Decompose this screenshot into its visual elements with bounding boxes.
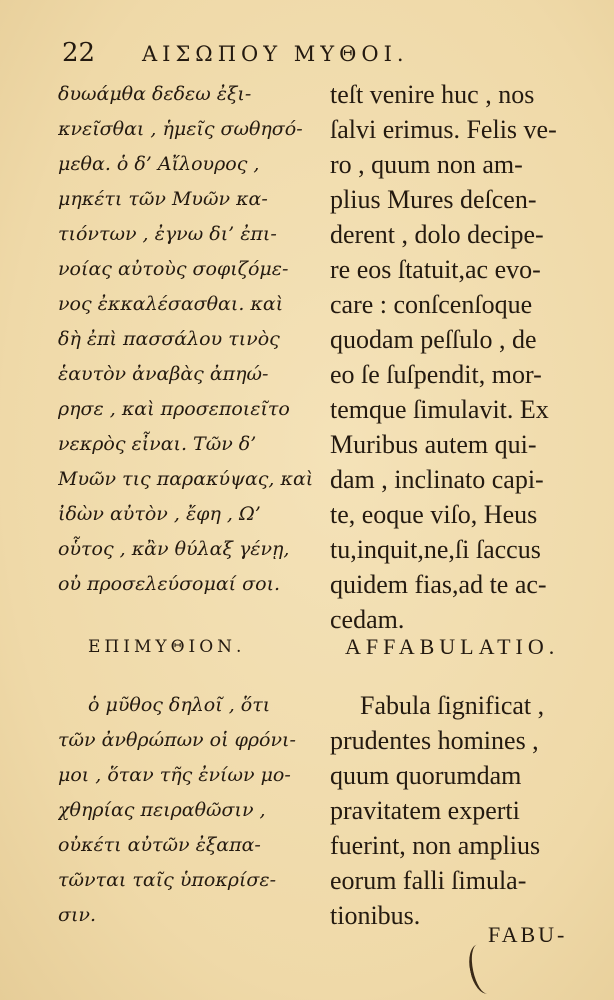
greek-line: οὗτος , κἂν θύλαξ γένῃ, xyxy=(58,538,290,560)
greek-moral-line: ὁ μῦθος δηλοῖ , ὅτι xyxy=(88,694,271,716)
flourish-ornament-icon xyxy=(465,942,500,996)
latin-fable-text xyxy=(330,77,578,637)
latin-line: ſalvi erimus. Felis ve- xyxy=(330,115,557,144)
greek-moral-line: σιν. xyxy=(58,904,97,926)
greek-moral-line: τῶνται ταῖς ὑποκρίσε- xyxy=(58,869,276,891)
page-header xyxy=(62,38,464,68)
latin-moral-line: prudentes homines , xyxy=(330,726,539,755)
catchword: FABU- xyxy=(488,922,568,947)
latin-moral-line: fuerint, non amplius xyxy=(330,831,541,860)
greek-line: ἑαυτὸν ἀναβὰς ἀπηώ- xyxy=(58,363,269,385)
page-number: 22 xyxy=(62,38,96,68)
running-title: ΑΙΣΩΠΟΥ ΜΥΘΟΙ. xyxy=(142,42,409,66)
latin-line: teſt venire huc , nos xyxy=(330,80,535,109)
greek-line: νος ἐκκαλέσασθαι. καὶ xyxy=(58,293,284,315)
greek-line: δυωάμθα δεδεω ἐξι- xyxy=(58,83,252,105)
greek-line: ρησε , καὶ προσεποιεῖτο xyxy=(58,398,290,420)
greek-line: ἰδὼν αὐτὸν , ἔφη , Ω’ xyxy=(58,503,261,525)
latin-line: eo ſe ſuſpendit, mor- xyxy=(330,360,542,389)
latin-line: te, eoque viſo, Heus xyxy=(330,500,538,529)
greek-moral-line: μοι , ὅταν τῆς ἐνίων μο- xyxy=(58,764,291,786)
latin-line: Muribus autem qui- xyxy=(330,430,537,459)
latin-line: ro , quum non am- xyxy=(330,150,523,179)
latin-moral-text xyxy=(330,688,578,933)
latin-line: re eos ſtatuit,ac evo- xyxy=(330,255,541,284)
latin-moral-line: eorum falli ſimula- xyxy=(330,866,527,895)
greek-line: μηκέτι τῶν Μυῶν κα- xyxy=(58,188,268,210)
greek-line: κνεῖσθαι , ἡμεῖς σωθησό- xyxy=(58,118,303,140)
latin-line: care : conſcenſoque xyxy=(330,290,533,319)
latin-line: derent , dolo decipe- xyxy=(330,220,544,249)
greek-moral-text xyxy=(58,688,316,933)
greek-line: νεκρὸς εἶναι. Τῶν δ’ xyxy=(58,433,257,455)
greek-line: νοίας αὐτοὺς σοφιζόμε- xyxy=(58,258,289,280)
latin-line: cedam. xyxy=(330,605,405,634)
greek-fable-text xyxy=(58,77,316,602)
greek-line: μεθα. ὁ δ’ Αἴλουρος , xyxy=(58,153,260,175)
greek-line: οὐ προσελεύσομαί σοι. xyxy=(58,573,281,595)
greek-line: Μυῶν τις παρακύψας, καὶ xyxy=(58,468,314,490)
latin-line: temque ſimulavit. Ex xyxy=(330,395,549,424)
latin-line: dam , inclinato capi- xyxy=(330,465,544,494)
greek-moral-line: οὐκέτι αὐτῶν ἐξαπα- xyxy=(58,834,261,856)
greek-line: τιόντων , ἐγνω δι’ ἐπι- xyxy=(58,223,277,245)
greek-moral-heading: ΕΠΙΜΥΘΙΟΝ. xyxy=(88,637,246,657)
latin-moral-line: pravitatem experti xyxy=(330,796,520,825)
latin-line: plius Mures deſcen- xyxy=(330,185,537,214)
latin-line: quidem fias,ad te ac- xyxy=(330,570,547,599)
greek-moral-line: τῶν ἀνθρώπων οἱ φρόνι- xyxy=(58,729,296,751)
latin-line: quodam peſſulo , de xyxy=(330,325,537,354)
latin-moral-heading: AFFABULATIO. xyxy=(345,634,560,659)
latin-line: tu,inquit,ne,ſi ſaccus xyxy=(330,535,541,564)
latin-moral-line: Fabula ſignificat , xyxy=(360,691,545,720)
greek-moral-line: χθηρίας πειραθῶσιν , xyxy=(58,799,266,821)
greek-line: δὴ ἐπὶ πασσάλου τινὸς xyxy=(58,328,280,350)
latin-moral-line: quum quorumdam xyxy=(330,761,522,790)
latin-moral-line: tionibus. xyxy=(330,901,421,930)
